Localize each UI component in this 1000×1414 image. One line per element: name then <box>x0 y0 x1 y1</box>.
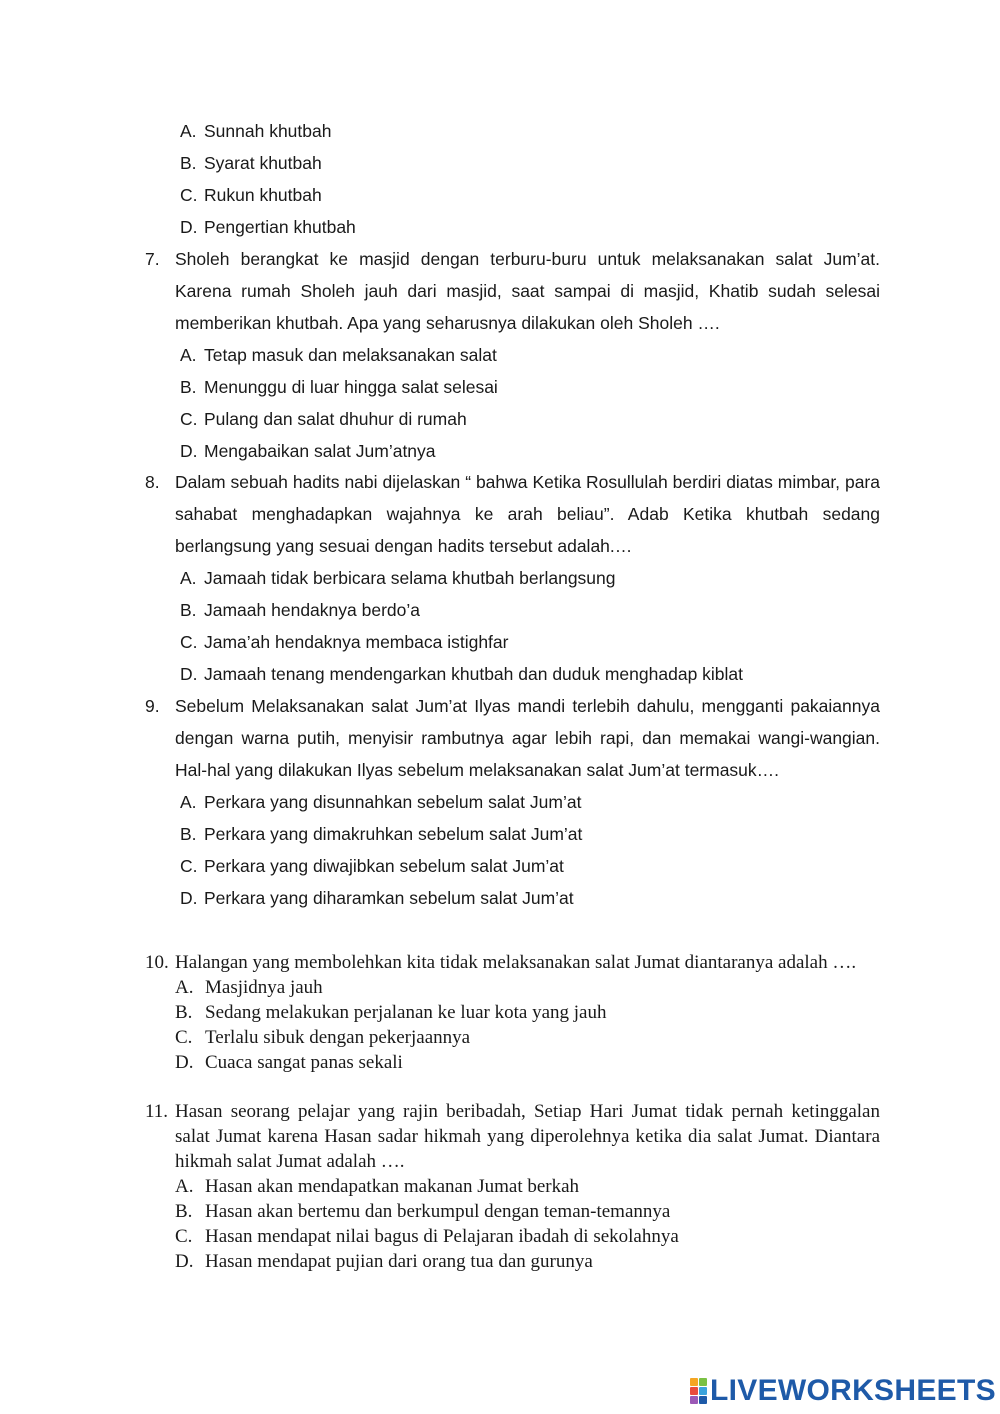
question-text <box>145 466 880 562</box>
option-letter: C. <box>180 409 198 429</box>
option-letter: D. <box>180 888 198 908</box>
option-text: Terlalu sibuk dengan pekerjaannya <box>205 1027 471 1048</box>
option-text: Hasan mendapat pujian dari orang tua dan gurunya <box>205 1251 593 1272</box>
option-7a[interactable] <box>145 339 880 371</box>
option-9a[interactable] <box>145 786 880 818</box>
option-9b[interactable] <box>145 818 880 850</box>
option-6a[interactable] <box>145 115 880 147</box>
question-11 <box>145 1099 880 1274</box>
option-11c[interactable] <box>145 1224 880 1249</box>
option-letter: B. <box>175 1002 193 1023</box>
option-text: Jamaah tidak berbicara selama khutbah berlangsung <box>204 568 616 588</box>
option-text: Pengertian khutbah <box>204 217 356 237</box>
option-letter: D. <box>180 441 198 461</box>
option-letter: B. <box>180 377 197 397</box>
option-letter: A. <box>180 345 197 365</box>
option-6b[interactable] <box>145 147 880 179</box>
option-letter: B. <box>175 1201 193 1222</box>
question-body: Dalam sebuah hadits nabi dijelaskan “ bahwa Ketika Rosullulah berdiri diatas mimbar, para sahabat menghadapkan wajahnya ke arah beliau”. Adab Ketika khutbah sedang berlangsung yang sesuai dengan hadits tersebut adalah.… <box>175 472 880 556</box>
option-8b[interactable] <box>145 594 880 626</box>
question-number: 7. <box>145 249 160 269</box>
option-text: Pulang dan salat dhuhur di rumah <box>204 409 467 429</box>
option-text: Mengabaikan salat Jum’atnya <box>204 441 436 461</box>
option-6c[interactable] <box>145 179 880 211</box>
option-letter: A. <box>180 121 197 141</box>
question-body: Sebelum Melaksanakan salat Jum’at Ilyas mandi terlebih dahulu, mengganti pakaiannya dengan warna putih, menyisir rambutnya agar lebih rapi, dan memakai wangi-wangian. Hal-hal yang dilakukan Ilyas sebelum melaksanakan salat Jum’at termasuk…. <box>175 696 880 780</box>
question-text <box>145 1099 880 1174</box>
option-11b[interactable] <box>145 1199 880 1224</box>
option-letter: B. <box>180 824 197 844</box>
question-text <box>145 243 880 339</box>
option-11d[interactable] <box>145 1249 880 1274</box>
option-10c[interactable] <box>145 1025 880 1050</box>
option-text: Perkara yang disunnahkan sebelum salat Jum’at <box>204 792 582 812</box>
option-letter: C. <box>180 632 198 652</box>
option-text: Rukun khutbah <box>204 185 322 205</box>
question-number: 8. <box>145 472 160 492</box>
option-text: Jama’ah hendaknya membaca istighfar <box>204 632 509 652</box>
option-text: Sedang melakukan perjalanan ke luar kota yang jauh <box>205 1002 607 1023</box>
option-8d[interactable] <box>145 658 880 690</box>
option-letter: C. <box>180 856 198 876</box>
option-letter: D. <box>175 1052 194 1073</box>
option-letter: A. <box>175 977 194 998</box>
question-text <box>145 690 880 786</box>
option-letter: D. <box>180 217 198 237</box>
question-number: 10. <box>145 952 169 973</box>
option-text: Hasan mendapat nilai bagus di Pelajaran ibadah di sekolahnya <box>205 1226 679 1247</box>
question-body: Sholeh berangkat ke masjid dengan terburu-buru untuk melaksanakan salat Jum’at. Karena rumah Sholeh jauh dari masjid, saat sampai di masjid, Khatib sudah selesai memberikan khutbah. Apa yang seharusnya dilakukan oleh Sholeh …. <box>175 249 880 333</box>
question-6-options <box>145 115 880 243</box>
option-letter: D. <box>175 1251 194 1272</box>
option-text: Hasan akan bertemu dan berkumpul dengan teman-temannya <box>205 1201 671 1222</box>
option-11a[interactable] <box>145 1174 880 1199</box>
question-10 <box>145 950 880 1075</box>
logo-square <box>690 1396 698 1404</box>
option-8a[interactable] <box>145 562 880 594</box>
option-letter: C. <box>175 1226 193 1247</box>
logo-square <box>690 1378 698 1386</box>
option-letter: A. <box>180 792 197 812</box>
question-number: 11. <box>145 1101 169 1122</box>
option-7d[interactable] <box>145 435 880 467</box>
option-text: Perkara yang diwajibkan sebelum salat Jum’at <box>204 856 564 876</box>
question-9 <box>145 690 880 914</box>
option-text: Perkara yang diharamkan sebelum salat Jum’at <box>204 888 574 908</box>
question-text <box>145 950 880 975</box>
option-text: Sunnah khutbah <box>204 121 332 141</box>
option-text: Cuaca sangat panas sekali <box>205 1052 403 1073</box>
option-letter: B. <box>180 600 197 620</box>
option-letter: A. <box>175 1176 194 1197</box>
option-text: Tetap masuk dan melaksanakan salat <box>204 345 497 365</box>
question-7 <box>145 243 880 467</box>
option-7b[interactable] <box>145 371 880 403</box>
logo-square <box>699 1378 707 1386</box>
option-letter: B. <box>180 153 197 173</box>
option-7c[interactable] <box>145 403 880 435</box>
question-body: Halangan yang membolehkan kita tidak melaksanakan salat Jumat diantaranya adalah …. <box>175 952 857 973</box>
logo-text: LIVEWORKSHEETS <box>710 1374 996 1407</box>
logo-square <box>690 1387 698 1395</box>
option-text: Syarat khutbah <box>204 153 322 173</box>
option-letter: C. <box>180 185 198 205</box>
logo-square <box>699 1396 707 1404</box>
option-text: Jamaah tenang mendengarkan khutbah dan duduk menghadap kiblat <box>204 664 744 684</box>
logo-square <box>699 1387 707 1395</box>
option-letter: D. <box>180 664 198 684</box>
question-number: 9. <box>145 696 160 716</box>
option-9d[interactable] <box>145 882 880 914</box>
question-8 <box>145 466 880 690</box>
option-text: Menunggu di luar hingga salat selesai <box>204 377 498 397</box>
option-10a[interactable] <box>145 975 880 1000</box>
option-8c[interactable] <box>145 626 880 658</box>
option-10b[interactable] <box>145 1000 880 1025</box>
option-6d[interactable] <box>145 211 880 243</box>
option-text: Jamaah hendaknya berdo’a <box>204 600 420 620</box>
liveworksheets-logo <box>690 1374 996 1408</box>
option-text: Perkara yang dimakruhkan sebelum salat Jum’at <box>204 824 583 844</box>
option-text: Hasan akan mendapatkan makanan Jumat berkah <box>205 1176 580 1197</box>
option-letter: A. <box>180 568 197 588</box>
logo-mark-icon <box>690 1378 707 1404</box>
option-letter: C. <box>175 1027 193 1048</box>
option-text: Masjidnya jauh <box>205 977 323 998</box>
question-body: Hasan seorang pelajar yang rajin beribadah, Setiap Hari Jumat tidak pernah ketinggalan salat Jumat karena Hasan sadar hikmah yang diperolehnya ketika dia salat Jumat. Diantara hikmah salat Jumat adalah …. <box>175 1101 880 1172</box>
option-10d[interactable] <box>145 1050 880 1075</box>
option-9c[interactable] <box>145 850 880 882</box>
